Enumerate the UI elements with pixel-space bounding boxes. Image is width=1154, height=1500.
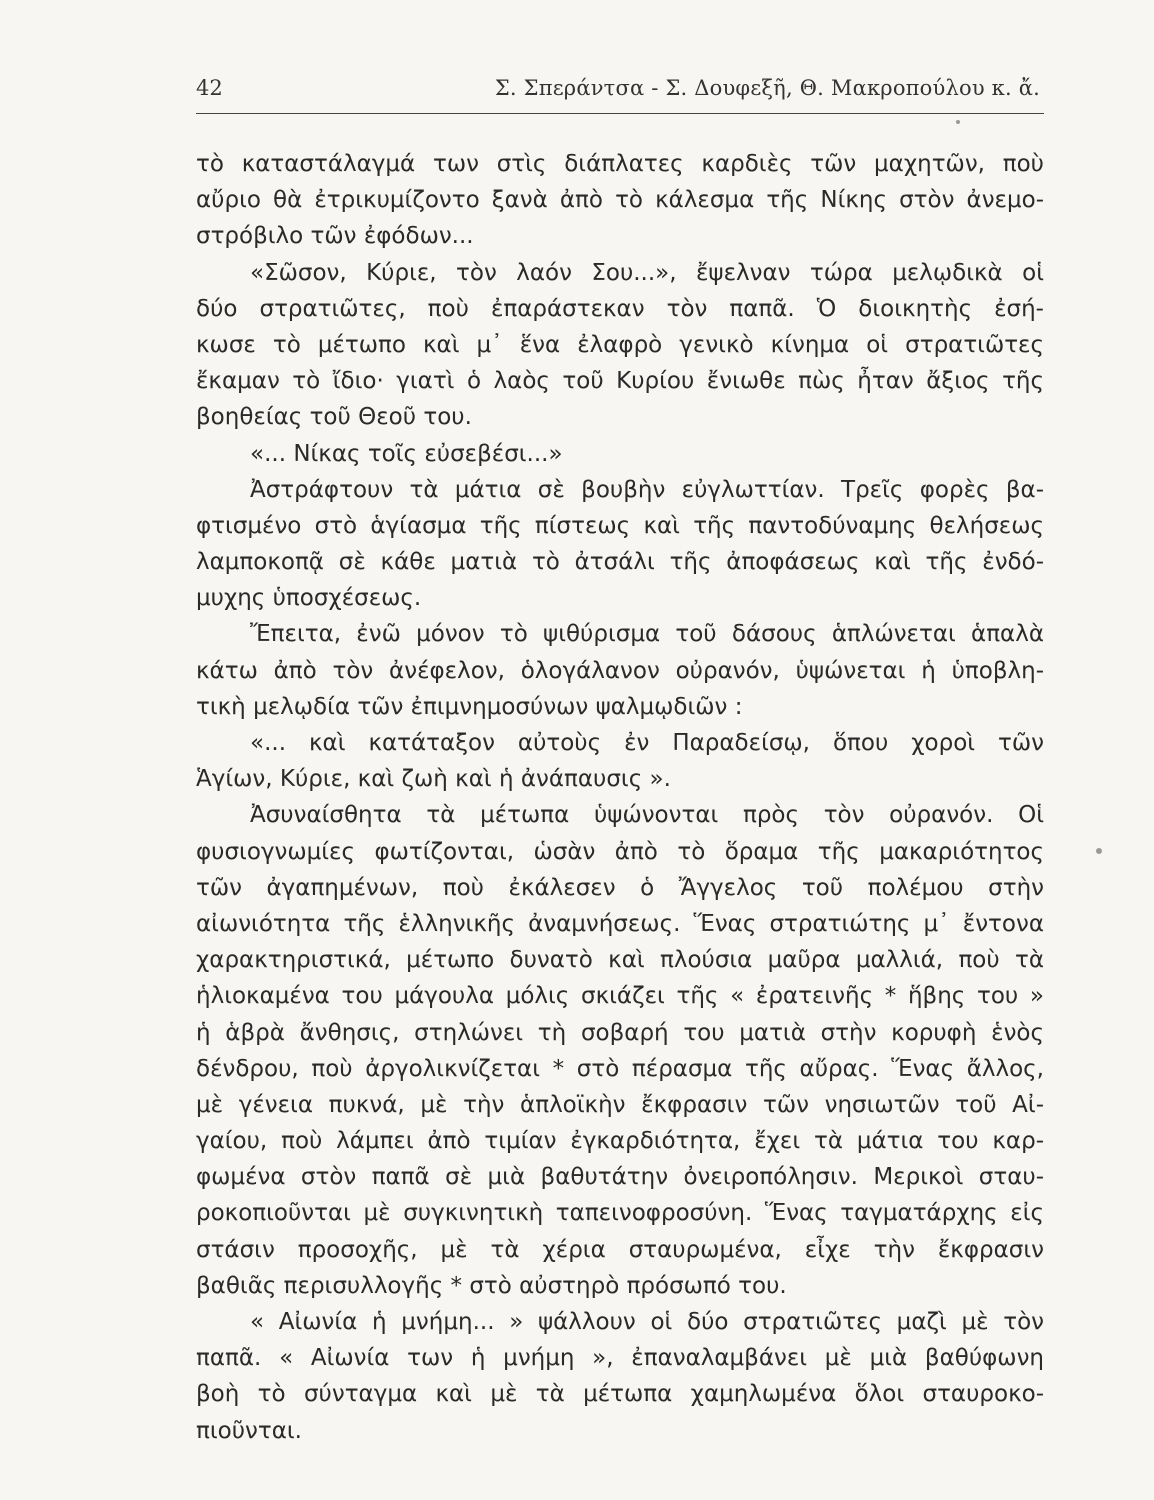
text-line: στρόβιλο τῶν ἐφόδων... [196, 223, 474, 250]
scan-speck [956, 120, 960, 124]
text-line: Ἁγίων, Κύριε, καὶ ζωὴ καὶ ἡ ἀνάπαυσις ». [196, 766, 671, 793]
text-line: μυχης ὑποσχέσεως. [196, 585, 422, 612]
text-line: μὲ γένεια πυκνά, μὲ τὴν ἁπλοϊκὴν ἔκφρασιν τῶν νησιωτῶν τοῦ Αἰ- [196, 1091, 1044, 1118]
text-line: δένδρου, ποὺ ἀργολικνίζεται * στὸ πέρασμα τῆς αὔρας. Ἕνας ἄλλος, [196, 1055, 1044, 1082]
text-line: Ἀσυναίσθητα τὰ μέτωπα ὑψώνονται πρὸς τὸν οὐρανόν. Οἱ [250, 802, 1044, 829]
text-line: γαίου, ποὺ λάμπει ἀπὸ τιμίαν ἐγκαρδιότητα, ἔχει τὰ μάτια του καρ- [196, 1128, 1044, 1155]
page-header [196, 74, 1044, 108]
page-number: 42 [196, 76, 223, 100]
scan-speck [1096, 848, 1102, 854]
text-line: βοηθείας τοῦ Θεοῦ του. [196, 404, 472, 431]
text-line: τικὴ μελῳδία τῶν ἐπιμνημοσύνων ψαλμῳδιῶν : [196, 693, 743, 720]
text-line: Ἀστράφτουν τὰ μάτια σὲ βουβὴν εὐγλωττίαν. Τρεῖς φορὲς βα- [250, 476, 1044, 503]
text-line: κάτω ἀπὸ τὸν ἀνέφελον, ὁλογάλανον οὐρανόν, ὑψώνεται ἡ ὑποβλη- [196, 657, 1044, 684]
text-line: ἔκαμαν τὸ ἴδιο· γιατὶ ὁ λαὸς τοῦ Κυρίου ἔνιωθε πὼς ἦταν ἄξιος τῆς [196, 368, 1044, 395]
text-line: « Αἰωνία ἡ μνήμη... » ψάλλουν οἱ δύο στρατιῶτες μαζὶ μὲ τὸν [250, 1309, 1044, 1335]
text-line: στάσιν προσοχῆς, μὲ τὰ χέρια σταυρωμένα, εἶχε τὴν ἔκφρασιν [196, 1236, 1044, 1263]
header-rule [196, 113, 1044, 114]
text-line: φυσιογνωμίες φωτίζονται, ὡσὰν ἀπὸ τὸ ὅραμα τῆς μακαριότητος [196, 838, 1044, 865]
body-text [196, 146, 1044, 1449]
text-line: «... καὶ κατάταξον αὐτοὺς ἐν Παραδείσῳ, ὅπου χοροὶ τῶν [250, 730, 1044, 756]
paragraph [196, 616, 1044, 725]
paragraph [196, 436, 1044, 472]
text-line: κωσε τὸ μέτωπο καὶ μ᾽ ἕνα ἐλαφρὸ γενικὸ κίνημα οἱ στρατιῶτες [196, 331, 1044, 358]
text-line: δύο στρατιῶτες, ποὺ ἐπαράστεκαν τὸν παπᾶ. Ὁ διοικητὴς ἐσή- [196, 295, 1044, 322]
text-line: Ἔπειτα, ἐνῶ μόνον τὸ ψιθύρισμα τοῦ δάσους ἁπλώνεται ἁπαλὰ [250, 621, 1044, 648]
text-line: αὔριο θὰ ἐτρικυμίζοντο ξανὰ ἀπὸ τὸ κάλεσμα τῆς Νίκης στὸν ἀνεμο- [196, 187, 1044, 214]
text-line: φτισμένο στὸ ἁγίασμα τῆς πίστεως καὶ τῆς παντοδύναμης θελήσεως [196, 512, 1044, 539]
text-line: ροκοπιοῦνται μὲ συγκινητικὴ ταπεινοφροσύνη. Ἕνας ταγματάρχης εἰς [196, 1200, 1044, 1227]
text-line: λαμποκοπᾷ σὲ κάθε ματιὰ τὸ ἀτσάλι τῆς ἀποφάσεως καὶ τῆς ἐνδό- [196, 549, 1044, 576]
text-line: τῶν ἀγαπημένων, ποὺ ἐκάλεσεν ὁ Ἄγγελος τοῦ πολέμου στὴν [196, 874, 1044, 901]
running-head: Σ. Σπεράντσα - Σ. Δουφεξῆ, Θ. Μακροπούλου κ. ἄ. [494, 76, 1040, 100]
paragraph [196, 472, 1044, 617]
text-line: βοὴ τὸ σύνταγμα καὶ μὲ τὰ μέτωπα χαμηλωμένα ὅλοι σταυροκο- [196, 1381, 1044, 1408]
text-line: φωμένα στὸν παπᾶ σὲ μιὰ βαθυτάτην ὀνειροπόλησιν. Μερικοὶ σταυ- [196, 1164, 1044, 1191]
paragraph [196, 1304, 1044, 1449]
text-line: τὸ καταστάλαγμά των στὶς διάπλατες καρδιὲς τῶν μαχητῶν, ποὺ [196, 151, 1044, 177]
text-line: χαρακτηριστικά, μέτωπο δυνατὸ καὶ πλούσια μαῦρα μαλλιά, ποὺ τὰ [196, 947, 1044, 974]
paragraph [196, 725, 1044, 797]
paragraph [196, 255, 1044, 436]
paragraph [196, 146, 1044, 255]
paragraph [196, 797, 1044, 1304]
text-line: βαθιᾶς περισυλλογῆς * στὸ αὐστηρὸ πρόσωπό του. [196, 1272, 787, 1299]
text-line: παπᾶ. « Αἰωνία των ἡ μνήμη », ἐπαναλαμβάνει μὲ μιὰ βαθύφωνη [196, 1345, 1044, 1372]
text-line: «Σῶσον, Κύριε, τὸν λαόν Σου...», ἔψελναν τώρα μελῳδικὰ οἱ [250, 259, 1044, 286]
text-line: ἡ ἁβρὰ ἄνθησις, στηλώνει τὴ σοβαρή του ματιὰ στὴν κορυφὴ ἑνὸς [196, 1019, 1044, 1046]
text-line: ἡλιοκαμένα του μάγουλα μόλις σκιάζει τῆς « ἐρατεινῆς * ἥβης του » [196, 983, 1044, 1010]
text-line: αἰωνιότητα τῆς ἑλληνικῆς ἀναμνήσεως. Ἕνας στρατιώτης μ᾽ ἔντονα [196, 910, 1044, 937]
text-line: πιοῦνται. [196, 1417, 302, 1444]
text-line: «... Νίκας τοῖς εὐσεβέσι...» [250, 440, 563, 467]
